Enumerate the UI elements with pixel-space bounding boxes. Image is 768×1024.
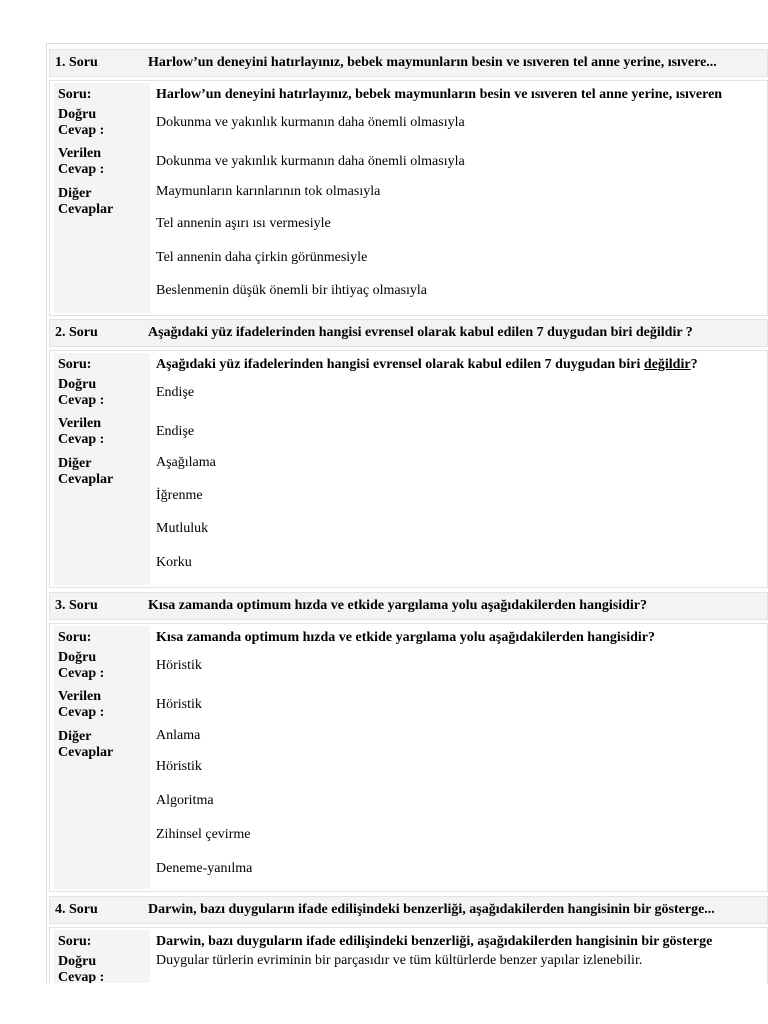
label-given-answer: Verilen Cevap : — [58, 689, 105, 720]
question-4-correct-answer: Duygular türlerin evriminin bir parçasıdır ve tüm kültürlerde benzer yapılar izlenebilir. — [156, 953, 643, 968]
question-3-other-answer: Höristik — [156, 759, 202, 774]
question-3-labels — [54, 626, 150, 889]
question-2-other-answer: İğrenme — [156, 488, 203, 503]
question-2-title: Aşağıdaki yüz ifadelerinden hangisi evrensel olarak kabul edilen 7 duygudan biri değildir ? — [148, 325, 693, 340]
label-given-answer: Verilen Cevap : — [58, 416, 105, 447]
question-2-text-end: ? — [690, 357, 698, 372]
label-question: Soru: — [58, 87, 92, 102]
question-1-answers — [154, 81, 767, 315]
question-2-header — [49, 319, 768, 347]
question-2-other-answer: Aşağılama — [156, 455, 216, 470]
question-3-answers — [154, 624, 767, 891]
question-3-header — [49, 592, 768, 620]
label-other-answers: Diğer Cevaplar — [58, 186, 114, 217]
question-2-correct-answer: Endişe — [156, 385, 195, 400]
question-3-number: 3. Soru — [55, 598, 98, 613]
label-question: Soru: — [58, 630, 92, 645]
question-1-header — [49, 49, 768, 77]
question-4-body — [49, 927, 768, 983]
question-1-given-answer: Dokunma ve yakınlık kurmanın daha önemli olmasıyla — [156, 154, 465, 169]
question-1-other-answer: Beslenmenin düşük önemli bir ihtiyaç olmasıyla — [156, 283, 428, 298]
question-4-answers — [154, 928, 767, 983]
label-correct-answer: Doğru Cevap : — [58, 107, 105, 138]
question-1-other-answer: Tel annenin daha çirkin görünmesiyle — [156, 250, 368, 265]
question-3-given-answer: Höristik — [156, 697, 202, 712]
question-3-other-answer: Zihinsel çevirme — [156, 827, 251, 842]
question-2-text-start: Aşağıdaki yüz ifadelerinden hangisi evrensel olarak kabul edilen 7 duygudan biri — [156, 357, 644, 372]
question-1-number: 1. Soru — [55, 55, 98, 70]
question-1-correct-answer: Dokunma ve yakınlık kurmanın daha önemli olmasıyla — [156, 115, 465, 130]
label-other-answers: Diğer Cevaplar — [58, 456, 114, 487]
question-1-other-answer: Maymunların karınlarının tok olmasıyla — [156, 184, 381, 199]
question-1-text: Harlow’un deneyini hatırlayınız, bebek maymunların besin ve ısıveren tel anne yerine, ısıveren — [156, 87, 723, 102]
question-2-text-underlined: değildir — [643, 357, 691, 372]
question-3-other-answer: Anlama — [156, 728, 201, 743]
question-2-labels — [54, 353, 150, 585]
question-3-correct-answer: Höristik — [156, 658, 202, 673]
question-1-labels — [54, 83, 150, 313]
question-3-other-answer: Algoritma — [156, 793, 214, 808]
question-2-other-answer: Korku — [156, 555, 192, 570]
question-3-body — [49, 623, 768, 892]
question-2-other-answer: Mutluluk — [156, 521, 209, 536]
question-2-body — [49, 350, 768, 588]
question-2-given-answer: Endişe — [156, 424, 195, 439]
label-given-answer: Verilen Cevap : — [58, 146, 105, 177]
label-question: Soru: — [58, 934, 92, 949]
question-4-labels — [54, 930, 150, 983]
quiz-results-sheet — [46, 43, 768, 983]
question-1-title: Harlow’un deneyini hatırlayınız, bebek maymunların besin ve ısıveren tel anne yerine, ısıvere... — [148, 55, 717, 70]
question-3-text: Kısa zamanda optimum hızda ve etkide yargılama yolu aşağıdakilerden hangisidir? — [156, 630, 655, 645]
label-question: Soru: — [58, 357, 92, 372]
question-4-number: 4. Soru — [55, 902, 98, 917]
question-4-header — [49, 896, 768, 924]
question-4-title: Darwin, bazı duyguların ifade edilişindeki benzerliği, aşağıdakilerden hangisinin bir gösterge... — [148, 902, 715, 917]
question-1-body — [49, 80, 768, 316]
question-4-text: Darwin, bazı duyguların ifade edilişindeki benzerliği, aşağıdakilerden hangisinin bir gösterge — [156, 934, 713, 949]
question-1-other-answer: Tel annenin aşırı ısı vermesiyle — [156, 216, 331, 231]
question-2-text — [156, 357, 698, 373]
label-correct-answer: Doğru Cevap : — [58, 377, 105, 408]
question-2-number: 2. Soru — [55, 325, 98, 340]
label-correct-answer: Doğru Cevap : — [58, 650, 105, 681]
label-other-answers: Diğer Cevaplar — [58, 729, 114, 760]
question-2-answers — [154, 351, 767, 587]
question-3-other-answer: Deneme-yanılma — [156, 861, 253, 876]
question-3-title: Kısa zamanda optimum hızda ve etkide yargılama yolu aşağıdakilerden hangisidir? — [148, 598, 647, 613]
label-correct-answer: Doğru Cevap : — [58, 954, 105, 983]
